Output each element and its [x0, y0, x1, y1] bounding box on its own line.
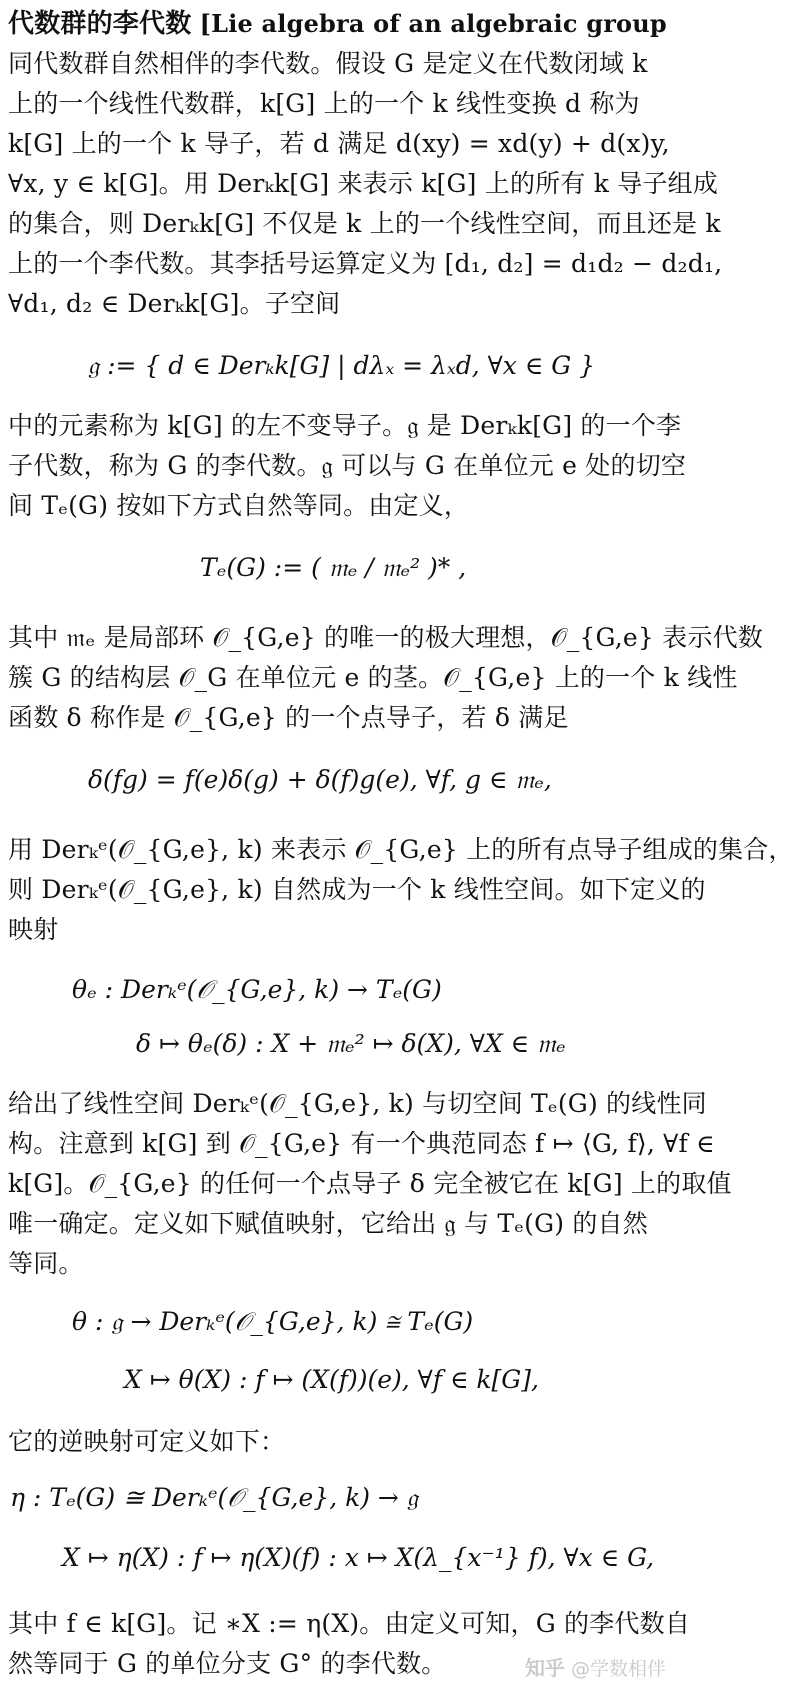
equation-eta-rule: X ↦ η(X) : f ↦ η(X)(f) : x ↦ X(λ_{x⁻¹} f), ∀x ∈ G, [62, 1543, 655, 1572]
watermark-logo: 知乎 [524, 1656, 565, 1680]
paragraph-line: 的集合，则 Derₖk[G] 不仅是 k 上的一个线性空间，而且还是 k [8, 209, 721, 238]
paragraph-line: 函数 δ 称作是 𝒪_{G,e} 的一个点导子，若 δ 满足 [8, 703, 569, 732]
equation-eta-map: η : Tₑ(G) ≅ Derₖᵉ(𝒪_{G,e}, k) → 𝔤 [10, 1483, 418, 1512]
equation-point-derivation: δ(fg) = f(e)δ(g) + δ(f)g(e), ∀f, g ∈ 𝔪ₑ, [88, 765, 552, 794]
entry-title-chinese: 代数群的李代数 [8, 9, 192, 39]
equation-g-definition: 𝔤 := { d ∈ Derₖk[G] | dλₓ = λₓd, ∀x ∈ G } [88, 351, 596, 380]
watermark-author: @学数相伴 [570, 1658, 666, 1680]
paragraph-line: ∀x, y ∈ k[G]。用 Derₖk[G] 来表示 k[G] 上的所有 k 导子组成 [8, 169, 719, 198]
paragraph-line: 用 Derₖᵉ(𝒪_{G,e}, k) 来表示 𝒪_{G,e} 上的所有点导子组成的集合， [8, 835, 794, 864]
paragraph-line: 上的一个李代数。其李括号运算定义为 [d₁, d₂] = d₁d₂ − d₂d₁, [8, 249, 723, 278]
paragraph-line: 同代数群自然相伴的李代数。假设 G 是定义在代数闭域 k [8, 49, 648, 78]
paragraph-line: 它的逆映射可定义如下： [8, 1427, 286, 1456]
paragraph-line: 子代数，称为 G 的李代数。𝔤 可以与 G 在单位元 e 处的切空 [8, 451, 687, 480]
entry-title [8, 6, 680, 42]
equation-theta-map: θ : 𝔤 → Derₖᵉ(𝒪_{G,e}, k) ≅ Tₑ(G) [72, 1307, 474, 1336]
equation-theta-e-rule: δ ↦ θₑ(δ) : X + 𝔪ₑ² ↦ δ(X), ∀X ∈ 𝔪ₑ [136, 1029, 566, 1058]
paragraph-line: 簇 G 的结构层 𝒪_G 在单位元 e 的茎。𝒪_{G,e} 上的一个 k 线性 [8, 663, 738, 692]
equation-tangent-space: Tₑ(G) := ( 𝔪ₑ / 𝔪ₑ² )* , [200, 553, 467, 582]
watermark [525, 1652, 666, 1681]
paragraph-line: 映射 [8, 915, 59, 944]
paragraph-line: k[G] 上的一个 k 导子，若 d 满足 d(xy) = xd(y) + d(x)y, [8, 129, 670, 158]
paragraph-line: k[G]。𝒪_{G,e} 的任何一个点导子 δ 完全被它在 k[G] 上的取值 [8, 1169, 732, 1198]
equation-theta-e-map: θₑ : Derₖᵉ(𝒪_{G,e}, k) → Tₑ(G) [72, 975, 442, 1004]
paragraph-line: 上的一个线性代数群，k[G] 上的一个 k 线性变换 d 称为 [8, 89, 640, 118]
paragraph-line: 其中 𝔪ₑ 是局部环 𝒪_{G,e} 的唯一的极大理想，𝒪_{G,e} 表示代数 [8, 623, 763, 652]
paragraph-line: ∀d₁, d₂ ∈ Derₖk[G]。子空间 [8, 289, 341, 318]
paragraph-line: 然等同于 G 的单位分支 G° 的李代数。 [8, 1649, 447, 1678]
equation-theta-rule: X ↦ θ(X) : f ↦ (X(f))(e), ∀f ∈ k[G], [124, 1365, 539, 1394]
paragraph-line: 等同。 [8, 1249, 84, 1278]
paragraph-line: 中的元素称为 k[G] 的左不变导子。𝔤 是 Derₖk[G] 的一个李 [8, 411, 682, 440]
paragraph-line: 构。注意到 k[G] 到 𝒪_{G,e} 有一个典范同态 f ↦ ⟨G, f⟩, ∀f ∈ [8, 1129, 715, 1158]
paragraph-line: 其中 f ∈ k[G]。记 ∗X := η(X)。由定义可知，G 的李代数自 [8, 1609, 691, 1638]
paragraph-line: 给出了线性空间 Derₖᵉ(𝒪_{G,e}, k) 与切空间 Tₑ(G) 的线性同 [8, 1089, 707, 1118]
paragraph-line: 间 Tₑ(G) 按如下方式自然等同。由定义， [8, 491, 470, 520]
entry-title-english: [Lie algebra of an algebraic group [199, 9, 667, 38]
paragraph-line: 唯一确定。定义如下赋值映射，它给出 𝔤 与 Tₑ(G) 的自然 [8, 1209, 648, 1238]
paragraph-line: 则 Derₖᵉ(𝒪_{G,e}, k) 自然成为一个 k 线性空间。如下定义的 [8, 875, 706, 904]
